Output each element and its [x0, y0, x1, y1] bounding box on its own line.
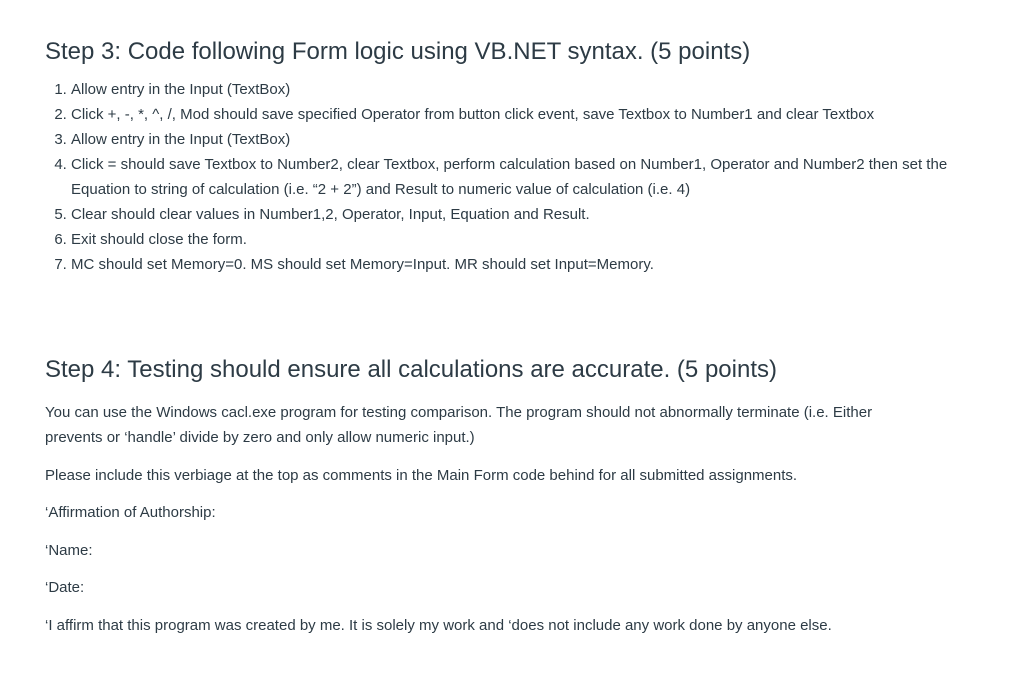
date-line: ‘Date:: [45, 579, 85, 596]
step3-heading: Step 3: Code following Form logic using VB.NET syntax. (5 points): [45, 38, 751, 65]
list-item: 7. MC should set Memory=0. MS should set Memory=Input. MR should set Input=Memory.: [71, 252, 971, 277]
list-item: 1. Allow entry in the Input (TextBox): [71, 77, 971, 102]
list-item: 5. Clear should clear values in Number1,2, Operator, Input, Equation and Result.: [71, 202, 971, 227]
include-comments-paragraph: Please include this verbiage at the top as comments in the Main Form code behind for all submitted assignments.: [45, 467, 798, 484]
affirmation-title: ‘Affirmation of Authorship:: [45, 504, 216, 521]
list-item: 4. Click = should save Textbox to Number2, clear Textbox, perform calculation based on Number1, Operator and Number2 then set the Equation to string of calculation (i.e. “2 + 2”) and Result to numeric value of calculation (i.e. 4): [71, 152, 971, 202]
step3-list: [30, 77, 971, 277]
step4-heading: Step 4: Testing should ensure all calculations are accurate. (5 points): [45, 356, 777, 383]
list-item: 6. Exit should close the form.: [71, 227, 971, 252]
affirm-statement: ‘I affirm that this program was created by me. It is solely my work and ‘does not include any work done by anyone else.: [45, 617, 832, 634]
list-item: 2. Click +, -, *, ^, /, Mod should save specified Operator from button click event, save Textbox to Number1 and clear Textbox: [71, 102, 971, 127]
name-line: ‘Name:: [45, 542, 93, 559]
testing-paragraph: You can use the Windows cacl.exe program for testing comparison. The program should not abnormally terminate (i.e. Either prevents or ‘handle’ divide by zero and only allow numeric input.): [45, 404, 873, 446]
list-item: 3. Allow entry in the Input (TextBox): [71, 127, 971, 152]
